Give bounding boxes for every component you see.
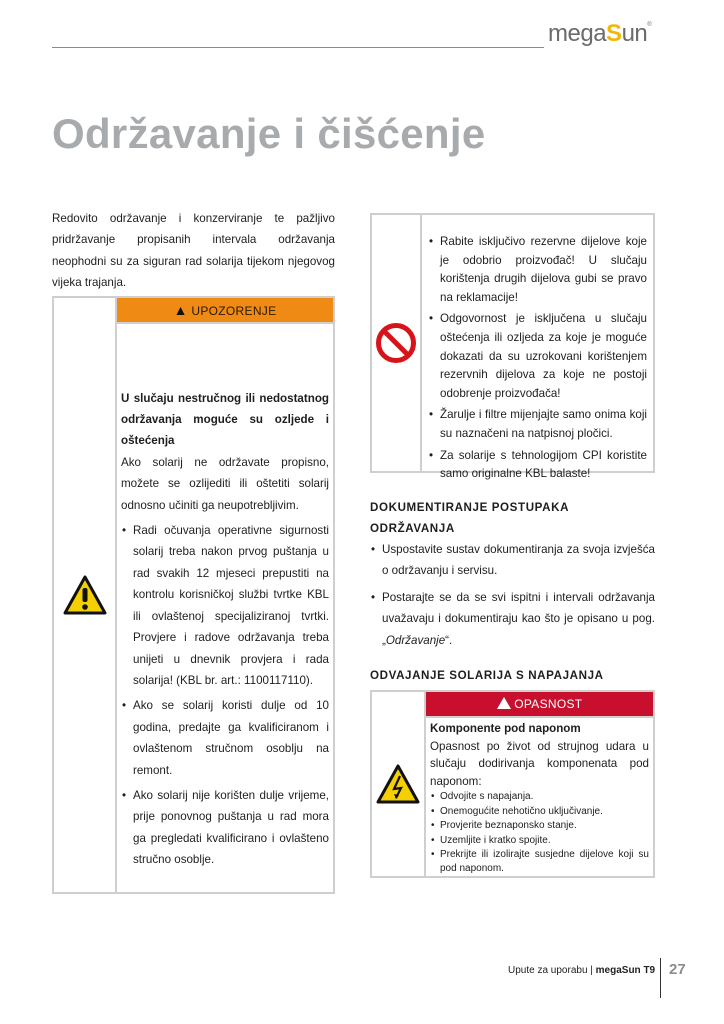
- prohibition-list-item: • Rabite isključivo rezervne dijelove koje je odobrio proizvođač! U slučaju korištenja drugih dijelova gubi se pravo na reklamacije!: [428, 233, 647, 307]
- warning-text: Ako solarij ne održavate propisno, možete se ozlijediti ili oštetiti solarij odnosno učiniti ga neupotrebljivim.: [121, 455, 329, 512]
- prohibition-list-item: • Za solarije s tehnologijom CPI koristite samo originalne KBL balaste!: [428, 447, 647, 484]
- documentation-ref-close: “.: [445, 633, 453, 647]
- danger-banner: [426, 692, 653, 716]
- danger-body: [426, 716, 653, 877]
- page-number: 27: [669, 961, 686, 978]
- footer-manual-label: Upute za uporabu |: [508, 965, 596, 976]
- documentation-list-item: [370, 587, 655, 651]
- prohibition-list: [428, 233, 647, 487]
- prohibition-box: [370, 213, 655, 481]
- page-title: Održavanje i čišćenje: [52, 110, 486, 157]
- danger-title: Komponente pod naponom: [430, 722, 581, 736]
- footer-product-name: megaSun T9: [595, 965, 656, 976]
- warning-text-cell: [117, 298, 333, 892]
- warning-banner-icon: ▲: [173, 301, 188, 318]
- danger-icon-cell: [372, 692, 426, 876]
- warning-icon-cell: [54, 298, 117, 892]
- documentation-list: [370, 539, 655, 651]
- footer-text: [508, 965, 655, 976]
- warning-body: [117, 322, 333, 892]
- warning-box: [52, 296, 335, 894]
- warning-banner-label: UPOZORENJE: [191, 303, 277, 318]
- warning-list: [121, 516, 329, 871]
- danger-banner-label: OPASNOST: [514, 697, 583, 712]
- electrical-hazard-icon: [376, 764, 420, 804]
- danger-text: Opasnost po život od strujnog udara u slučaju dodirivanja komponenata pod naponom:: [430, 739, 649, 788]
- intro-paragraph: Redovito održavanje i konzerviranje te pažljivo pridržavanje propisanih intervala održavanja neophodni su za siguran rad solarija tijekom njegovog vijeka trajanja.: [52, 212, 335, 290]
- right-column: [370, 213, 655, 878]
- warning-list-item: • Ako solarij nije korišten dulje vrijeme, prije ponovnog puštanja u rad mora ga pregledati kvalificirano i ovlašteno stručno osoblje.: [121, 785, 329, 871]
- warning-list-item: • Ako se solarij koristi dulje od 10 godina, predajte ga kvalificiranom i ovlaštenom stručnom osoblju na remont.: [121, 695, 329, 781]
- prohibition-icon-cell: [372, 215, 422, 471]
- documentation-ref-open: „: [382, 633, 386, 647]
- danger-banner-icon: [497, 697, 511, 709]
- logo-text-s: S: [606, 20, 622, 47]
- danger-list-item: • Odvojite s napajanja.: [430, 790, 649, 804]
- warning-triangle-icon: [63, 575, 107, 615]
- danger-list-item: • Provjerite beznaponsko stanje.: [430, 819, 649, 833]
- danger-list-item: • Onemogućite nehotično uključivanje.: [430, 805, 649, 819]
- danger-list-item: • Prekrijte ili izolirajte susjedne dijelove koji su pod naponom.: [430, 848, 649, 877]
- documentation-ref-link[interactable]: Održavanje: [385, 633, 446, 647]
- warning-list-item: • Radi očuvanja operativne sigurnosti solarij treba nakon prvog puštanja u rad svakih 12 mjeseci prepustiti na kontrolu korisničkoj službi tvrtke KBL ili ovlaštenoj specijaliziranoj tvrtki. Provjere i radove održavanja treba unijeti u dnevnik provjera i rada solarija! (KBL br. art.: 1100117110).: [121, 520, 329, 691]
- danger-list: [430, 790, 649, 876]
- danger-text-cell: [426, 692, 653, 876]
- documentation-list-item: • Uspostavite sustav dokumentiranja za svoja izvješća o održavanju i servisu.: [370, 539, 655, 582]
- documentation-item-text: Postarajte se da se svi ispitni i intervali održavanja uvažavaju i dokumentiraju kao što je opisano u pog.: [382, 590, 655, 626]
- left-column: [52, 208, 335, 894]
- footer-divider: [660, 958, 661, 998]
- megasun-logo: [548, 20, 651, 48]
- logo-registered-mark: ®: [647, 22, 652, 28]
- documentation-heading: DOKUMENTIRANJE POSTUPAKA ODRŽAVANJA: [370, 501, 569, 535]
- danger-box: [370, 690, 655, 878]
- logo-text-prefix: mega: [548, 20, 607, 47]
- header-rule: [52, 47, 544, 48]
- logo-text-suffix: un: [621, 20, 648, 47]
- warning-banner: [117, 298, 333, 322]
- prohibition-text-cell: [422, 215, 653, 481]
- warning-heading: U slučaju nestručnog ili nedostatnog održavanja moguće su ozljede i oštećenja: [121, 391, 329, 448]
- prohibition-list-item: • Odgovornost je isključena u slučaju oštećenja ili ozljeda za koje je moguće dokazati da su uzrokovani korištenjem rezervnih dijelova za koje ne postoji odobrenje proizvođača!: [428, 310, 647, 403]
- prohibition-list-item: • Žarulje i filtre mijenjajte samo onima koji su naznačeni na natpisnoj pločici.: [428, 406, 647, 443]
- disconnect-heading: ODVAJANJE SOLARIJA S NAPAJANJA: [370, 669, 604, 683]
- danger-list-item: • Uzemljite i kratko spojite.: [430, 834, 649, 848]
- prohibition-icon: [375, 322, 417, 364]
